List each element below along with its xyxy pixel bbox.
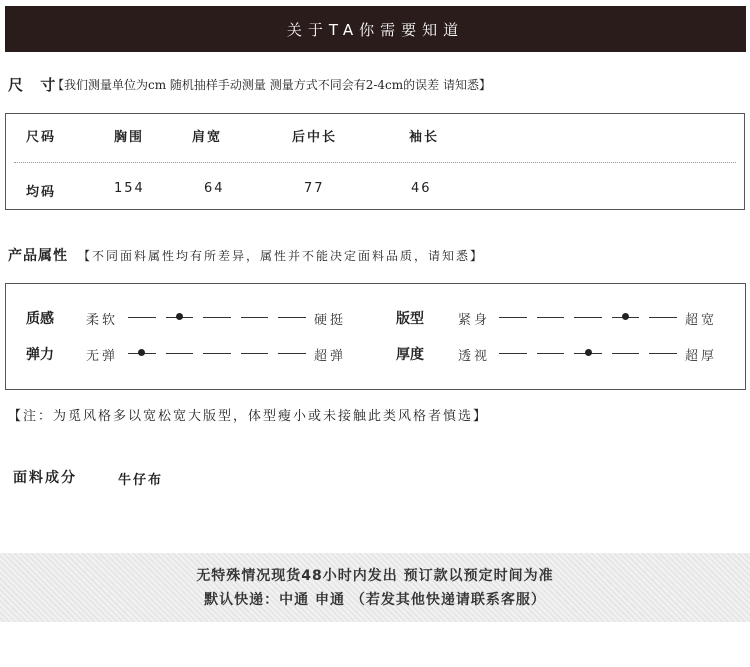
scale-segment [499,317,527,318]
scale-segment [241,317,269,318]
attributes-box [5,283,746,390]
size-col-header: 肩宽 [192,130,223,145]
attr-scale [499,312,677,322]
attributes-note: 【不同面料属性均有所差异，属性并不能决定面料品质，请知悉】 [78,249,485,263]
scale-segment [649,317,677,318]
attr-low: 柔软 [86,313,119,328]
size-heading: 尺 寸 [8,76,62,94]
shipping-line-2: 默认快递：中通 申通 （若发其他快递请联系客服） [204,592,546,608]
size-note: 【我们测量单位为cm 随机抽样手动测量 测量方式不同会有2-4cm的误差 请知悉】 [52,78,491,92]
attr-scale [499,348,677,358]
level-marker [622,313,629,320]
attr-label: 版型 [396,311,424,327]
size-cell: 64 [204,181,225,196]
scale-segment [278,317,306,318]
attributes-heading: 产品属性 [8,248,68,264]
level-marker [138,349,145,356]
level-marker [585,349,592,356]
attr-high: 超宽 [685,313,718,328]
scale-segment [278,353,306,354]
attr-scale [128,348,306,358]
size-col-header: 袖长 [409,130,440,145]
size-col-header: 后中长 [292,130,338,145]
scale-segment [499,353,527,354]
scale-segment [166,353,194,354]
size-table [5,113,745,210]
size-col-header: 胸围 [114,130,145,145]
header-banner [5,6,746,52]
header-title: 关于TA你需要知道 [286,20,465,39]
attr-label: 厚度 [396,347,424,363]
scale-segment [649,353,677,354]
size-cell: 46 [411,181,432,196]
attr-low: 透视 [458,349,491,364]
size-cell: 154 [114,181,145,196]
table-divider [14,162,736,163]
attr-low: 紧身 [458,313,491,328]
shipping-line-1: 无特殊情况现货48小时内发出 预订款以预定时间为准 [196,568,554,584]
caution-note: 【注：为觅风格多以宽松宽大版型，体型瘦小或未接触此类风格者慎选】 [8,409,489,424]
scale-segment [537,317,565,318]
shipping-banner [0,553,750,622]
fabric-value: 牛仔布 [118,473,164,488]
scale-segment [574,317,602,318]
attr-label: 弹力 [26,347,54,363]
level-marker [176,313,183,320]
attr-scale [128,312,306,322]
scale-segment [203,317,231,318]
size-col-header: 尺码 [26,130,57,145]
fabric-label: 面料成分 [13,470,77,486]
attr-low: 无弹 [86,349,119,364]
scale-segment [203,353,231,354]
scale-segment [537,353,565,354]
attr-high: 超厚 [685,349,718,364]
scale-segment [241,353,269,354]
attr-high: 超弹 [314,349,347,364]
attr-high: 硬挺 [314,313,347,328]
scale-segment [128,317,156,318]
scale-segment [612,353,640,354]
attr-label: 质感 [26,311,54,327]
size-cell: 77 [304,181,325,196]
size-cell: 均码 [26,185,57,200]
